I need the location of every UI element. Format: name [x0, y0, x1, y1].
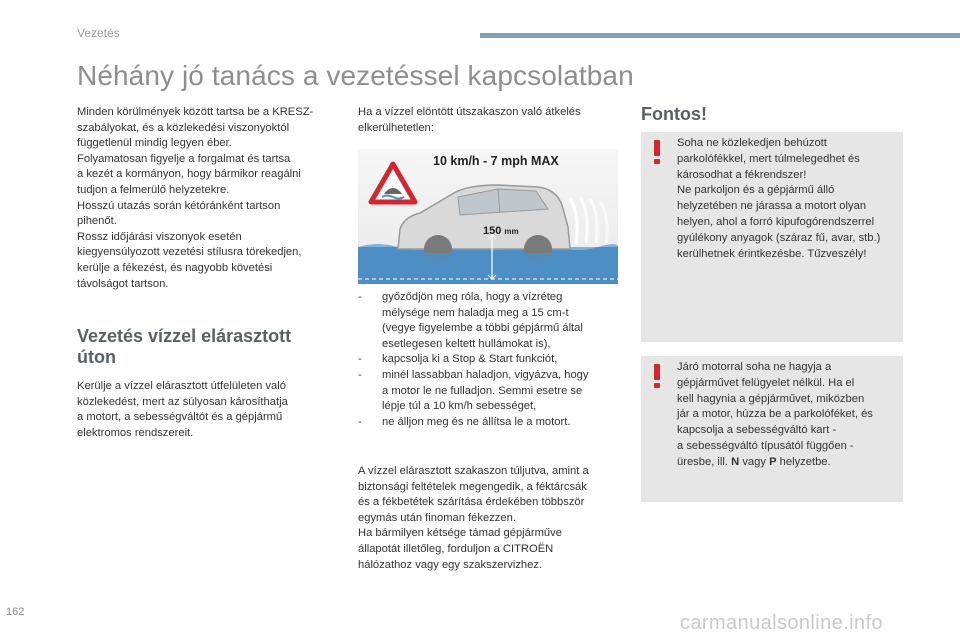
warning-line: helyzetében ne járassa a motort olyan [677, 200, 867, 213]
depth-unit: mm [504, 227, 519, 236]
after-line: és a fékbetétek szárítása érdekében többször [358, 496, 585, 509]
speed-limit-label: 10 km/h - 7 mph MAX [433, 154, 559, 168]
bullet-list [358, 290, 623, 430]
bullet-dash: - [358, 353, 362, 366]
warning-last-middle: vagy [742, 455, 766, 468]
warning-line: gyúlékony anyagok (száraz fű, avar, stb.) [677, 231, 881, 244]
bullet-dash: - [358, 291, 362, 303]
bullet-dash: - [358, 368, 362, 381]
warning-box-engine-running [641, 356, 903, 502]
header-rule [480, 33, 960, 38]
warning-text [677, 136, 899, 262]
depth-value: 150 [483, 225, 502, 237]
intro-line: szabályokat, és a közlekedési viszonyoktól [77, 121, 290, 134]
warning-last-suffix: helyzetbe. [779, 455, 831, 468]
warning-line: a sebességváltó típusától függően - [677, 439, 854, 452]
column2-intro-line: Ha a vízzel elöntött útszakaszon való átkelés [358, 106, 581, 118]
warning-box-parking-brake [641, 132, 903, 342]
bullet-line: (vegye figyelembe a többi gépjármű által [382, 322, 583, 335]
warning-line: Ne parkoljon és a gépjármű álló [677, 184, 835, 197]
watermark: carmanualsonline.info [680, 612, 883, 634]
important-heading: Fontos! [641, 104, 707, 124]
list-item [358, 368, 623, 415]
flood-line: Kerülje a vízzel elárasztott útfelületen való [77, 380, 286, 392]
gear-n: N [731, 455, 740, 468]
section-label: Vezetés [77, 26, 120, 40]
bullet-dash: - [358, 415, 362, 428]
intro-line: Folyamatosan figyelje a forgalmat és tartsa [77, 152, 291, 165]
exclamation-icon [651, 364, 663, 388]
gear-p: P [769, 455, 777, 468]
page-title: Néhány jó tanács a vezetéssel kapcsolatban [77, 60, 634, 91]
after-line: egymás után finoman fékezzen. [358, 511, 516, 524]
exclamation-icon [651, 140, 663, 164]
warning-line: helyen, ahol a forró kipufogórendszerrel [677, 215, 875, 228]
flood-heading-line2: úton [77, 347, 116, 367]
flood-heading [77, 326, 337, 368]
flood-text [77, 379, 342, 441]
warning-line: kapcsolja a sebességváltó kart - [677, 424, 837, 437]
flood-illustration [358, 149, 618, 284]
column2-intro [358, 105, 628, 136]
warning-line: Járó motorral soha ne hagyja a [677, 361, 832, 373]
intro-line: távolságot tartson. [77, 277, 169, 290]
intro-line: kiegyensúlyozott vezetési stílusra törekedjen, [77, 246, 302, 259]
intro-line: függetlenül mindig legyen éber. [77, 137, 232, 150]
bullet-line: ne álljon meg és ne állítsa le a motort. [382, 415, 571, 428]
after-flood-text [358, 464, 623, 573]
warning-line: gépjárművet felügyelet nélkül. Ha el [677, 376, 855, 389]
intro-line: tudjon a felmerülő helyzetekre. [77, 183, 230, 196]
bullet-line: esetlegesen keltett hullámokat is), [382, 337, 551, 350]
warning-triangle-icon [368, 161, 418, 205]
warning-line [677, 455, 899, 471]
bullet-line: a motor le ne fulladjon. Semmi esetre se [382, 384, 583, 397]
bullet-line: minél lassabban haladjon, vigyázva, hogy [382, 368, 589, 381]
list-item [358, 290, 623, 352]
warning-line: Soha ne közlekedjen behúzott [677, 137, 827, 149]
flood-line: elektromos rendszereit. [77, 426, 194, 439]
depth-label [483, 225, 519, 237]
warning-line: kerülhetnek érintkezésbe. Tűzveszély! [677, 247, 867, 260]
after-line: biztonsági feltételek megengedik, a féktárcsák [358, 480, 587, 493]
flood-line: közlekedést, mert az súlyosan károsíthatja [77, 395, 288, 408]
warning-last-prefix: üresbe, ill. [677, 455, 728, 468]
intro-line: pihenőt. [77, 215, 117, 228]
list-item [358, 415, 623, 431]
after-line: állapotát illetőleg, forduljon a CITROËN [358, 542, 554, 555]
flood-line: a motort, a sebességváltót és a gépjármű [77, 411, 283, 424]
intro-text [77, 105, 347, 292]
bullet-line: kapcsolja ki a Stop & Start funkciót, [382, 353, 558, 366]
flood-heading-line1: Vezetés vízzel elárasztott [77, 326, 292, 346]
after-line: hálózathoz vagy egy szakszervizhez. [358, 558, 543, 571]
after-line: A vízzel elárasztott szakaszon túljutva, amint a [358, 465, 589, 477]
warning-line: kell hagynia a gépjárművet, miközben [677, 392, 865, 405]
page-number: 162 [6, 606, 25, 618]
warning-line: jár a motor, húzza be a parkolóféket, és [677, 408, 873, 421]
bullet-line: mélysége nem haladja meg a 15 cm-t [382, 306, 569, 319]
intro-line: Hosszú utazás során kétóránként tartson [77, 199, 281, 212]
bullet-line: lépje túl a 10 km/h sebességet, [382, 400, 537, 413]
column2-intro-line: elkerülhetetlen: [358, 121, 434, 134]
warning-line: parkolófékkel, mert túlmelegedhet és [677, 152, 860, 165]
list-item [358, 352, 623, 368]
warning-text [677, 360, 899, 471]
intro-line: a kezét a kormányon, hogy bármikor reagálni [77, 168, 301, 181]
warning-line: károsodhat a fékrendszer! [677, 168, 807, 181]
bullet-line: győződjön meg róla, hogy a vízréteg [382, 291, 563, 303]
intro-line: kerülje a fékezést, és nagyobb követési [77, 261, 273, 274]
intro-line: Rossz időjárási viszonyok esetén [77, 230, 242, 243]
after-line: Ha bármilyen kétsége támad gépjárműve [358, 527, 562, 540]
intro-line: Minden körülmények között tartsa be a KRESZ- [77, 106, 314, 118]
